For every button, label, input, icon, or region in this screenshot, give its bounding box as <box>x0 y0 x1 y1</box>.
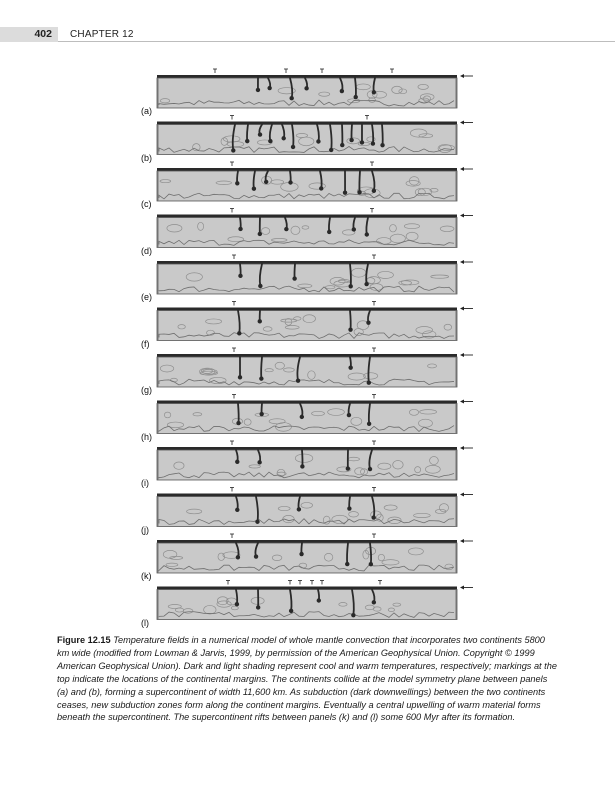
cold-downwelling <box>302 450 303 466</box>
downwelling-head <box>258 232 262 236</box>
downwelling-head <box>354 95 358 99</box>
downwelling-head <box>258 284 262 288</box>
downwelling-head <box>259 412 263 416</box>
downwelling-head <box>372 189 376 193</box>
downwelling-head <box>257 460 261 464</box>
lithosphere-band <box>157 261 457 264</box>
symmetry-arrowhead <box>460 121 464 125</box>
downwelling-head <box>319 186 323 190</box>
downwelling-head <box>296 378 300 382</box>
downwelling-head <box>256 88 260 92</box>
cold-downwelling <box>350 264 351 286</box>
panel-label: (b) <box>141 152 152 163</box>
cold-downwelling <box>238 404 239 424</box>
page-number: 402 <box>34 28 52 40</box>
downwelling-head <box>365 232 369 236</box>
panel-label: (f) <box>141 338 150 349</box>
downwelling-head <box>238 274 242 278</box>
downwelling-head <box>316 139 320 143</box>
downwelling-head <box>304 86 308 90</box>
panel-4 <box>157 209 473 248</box>
downwelling-head <box>300 464 304 468</box>
downwelling-head <box>351 613 355 617</box>
temperature-field <box>157 264 457 294</box>
downwelling-head <box>327 230 331 234</box>
lithosphere-band <box>157 308 457 311</box>
lithosphere-band <box>157 494 457 497</box>
panel-9 <box>157 441 473 480</box>
panel-11 <box>157 534 473 573</box>
downwelling-head <box>292 276 296 280</box>
panel-label: (l) <box>141 617 149 628</box>
panel-10 <box>157 488 473 527</box>
symmetry-arrowhead <box>460 214 464 218</box>
downwelling-head <box>368 467 372 471</box>
downwelling-head <box>291 145 295 149</box>
panel-label: (k) <box>141 571 152 581</box>
downwelling-head <box>371 515 375 519</box>
symmetry-arrowhead <box>460 353 464 357</box>
downwelling-head <box>367 380 371 384</box>
downwelling-head <box>231 148 235 152</box>
symmetry-arrowhead <box>460 260 464 264</box>
lithosphere-band <box>157 75 457 78</box>
cold-downwelling <box>382 125 383 146</box>
downwelling-head <box>245 139 249 143</box>
cold-downwelling <box>247 125 248 142</box>
cold-downwelling <box>261 357 262 379</box>
downwelling-head <box>284 227 288 231</box>
cold-downwelling <box>347 543 348 564</box>
downwelling-head <box>347 506 351 510</box>
cold-downwelling <box>359 171 360 192</box>
panel-label: (j) <box>141 524 149 535</box>
symmetry-arrowhead <box>460 446 464 450</box>
downwelling-head <box>380 143 384 147</box>
downwelling-head <box>364 282 368 286</box>
downwelling-head <box>300 415 304 419</box>
downwelling-head <box>268 139 272 143</box>
downwelling-head <box>264 180 268 184</box>
lithosphere-band <box>157 401 457 404</box>
lithosphere-band <box>157 122 457 125</box>
downwelling-head <box>340 89 344 93</box>
downwelling-head <box>258 319 262 323</box>
panel-label: (i) <box>141 478 149 488</box>
downwelling-head <box>343 190 347 194</box>
panel-label: (d) <box>141 245 152 256</box>
symmetry-arrowhead <box>460 74 464 78</box>
downwelling-head <box>267 86 271 90</box>
downwelling-head <box>317 598 321 602</box>
downwelling-head <box>367 422 371 426</box>
downwelling-head <box>254 554 258 558</box>
downwelling-head <box>252 186 256 190</box>
panel-3 <box>157 162 473 201</box>
downwelling-head <box>289 96 293 100</box>
downwelling-head <box>371 141 375 145</box>
panel-1 <box>157 69 473 108</box>
panel-label: (h) <box>141 431 152 442</box>
downwelling-head <box>236 421 240 425</box>
downwelling-head <box>235 181 239 185</box>
panel-label: (c) <box>141 199 152 209</box>
lithosphere-band <box>157 587 457 590</box>
panel-5 <box>157 255 473 294</box>
caption-text: Temperature fields in a numerical model of whole mantle convection that incorporates two continents 5800 km wide (modified from Lowman & Jarvis, 1999, by permission of the American Geophysical Union. Copyright © 1999 American Geophysical Union). Dark and light shading represent cool and warm temperatures, respectively; markings at the top indicate the locations of the continental margins. The continents collide at the model symmetry plane between panels (a) and (b), forming a supercontinent of width 11,600 km. As subduction (dark downwellings) between the two continents ceases, new subduction zones form along the continent margins. Eventually a central upwelling of warm material forms beneath the supercontinent. The supercontinent rifts between panels (k) and (l) some 600 Myr after its formation. <box>57 635 557 723</box>
lithosphere-band <box>157 540 457 543</box>
downwelling-head <box>357 190 361 194</box>
downwelling-head <box>288 180 292 184</box>
panel-2 <box>157 116 473 155</box>
figure-caption <box>57 634 557 724</box>
downwelling-head <box>256 605 260 609</box>
downwelling-head <box>340 143 344 147</box>
downwelling-head <box>235 602 239 606</box>
symmetry-arrowhead <box>460 167 464 171</box>
panel-label: (e) <box>141 292 152 302</box>
downwelling-head <box>369 562 373 566</box>
downwelling-head <box>238 375 242 379</box>
panel-8 <box>157 395 473 434</box>
temperature-field <box>157 590 457 620</box>
lithosphere-band <box>157 354 457 357</box>
downwelling-head <box>360 140 364 144</box>
downwelling-head <box>235 508 239 512</box>
lithosphere-band <box>157 447 457 450</box>
downwelling-head <box>255 520 259 524</box>
lithosphere-band <box>157 215 457 218</box>
downwelling-head <box>297 507 301 511</box>
chapter-title: CHAPTER 12 <box>70 29 134 40</box>
cold-downwelling <box>355 78 356 97</box>
symmetry-arrowhead <box>460 493 464 497</box>
downwelling-head <box>366 320 370 324</box>
panel-7 <box>157 348 473 387</box>
symmetry-arrowhead <box>460 586 464 590</box>
downwelling-head <box>299 552 303 556</box>
downwelling-head <box>281 136 285 140</box>
downwelling-head <box>329 148 333 152</box>
symmetry-arrowhead <box>460 400 464 404</box>
downwelling-head <box>289 609 293 613</box>
downwelling-head <box>348 327 352 331</box>
downwelling-head <box>235 460 239 464</box>
lithosphere-band <box>157 168 457 171</box>
panel-label: (g) <box>141 385 152 395</box>
caption-label: Figure 12.15 <box>57 635 111 645</box>
downwelling-head <box>345 562 349 566</box>
symmetry-arrowhead <box>460 307 464 311</box>
symmetry-arrowhead <box>460 539 464 543</box>
panel-label: (a) <box>141 106 152 116</box>
downwelling-head <box>259 376 263 380</box>
downwelling-head <box>236 555 240 559</box>
downwelling-head <box>372 600 376 604</box>
downwelling-head <box>348 365 352 369</box>
cold-downwelling <box>350 311 351 330</box>
downwelling-head <box>346 466 350 470</box>
downwelling-head <box>347 413 351 417</box>
downwelling-head <box>349 138 353 142</box>
downwelling-head <box>258 132 262 136</box>
downwelling-head <box>372 90 376 94</box>
downwelling-head <box>349 284 353 288</box>
downwelling-head <box>238 227 242 231</box>
downwelling-head <box>352 227 356 231</box>
panel-12 <box>157 581 473 620</box>
panel-6 <box>157 302 473 341</box>
cold-downwelling <box>370 543 371 564</box>
downwelling-head <box>237 331 241 335</box>
